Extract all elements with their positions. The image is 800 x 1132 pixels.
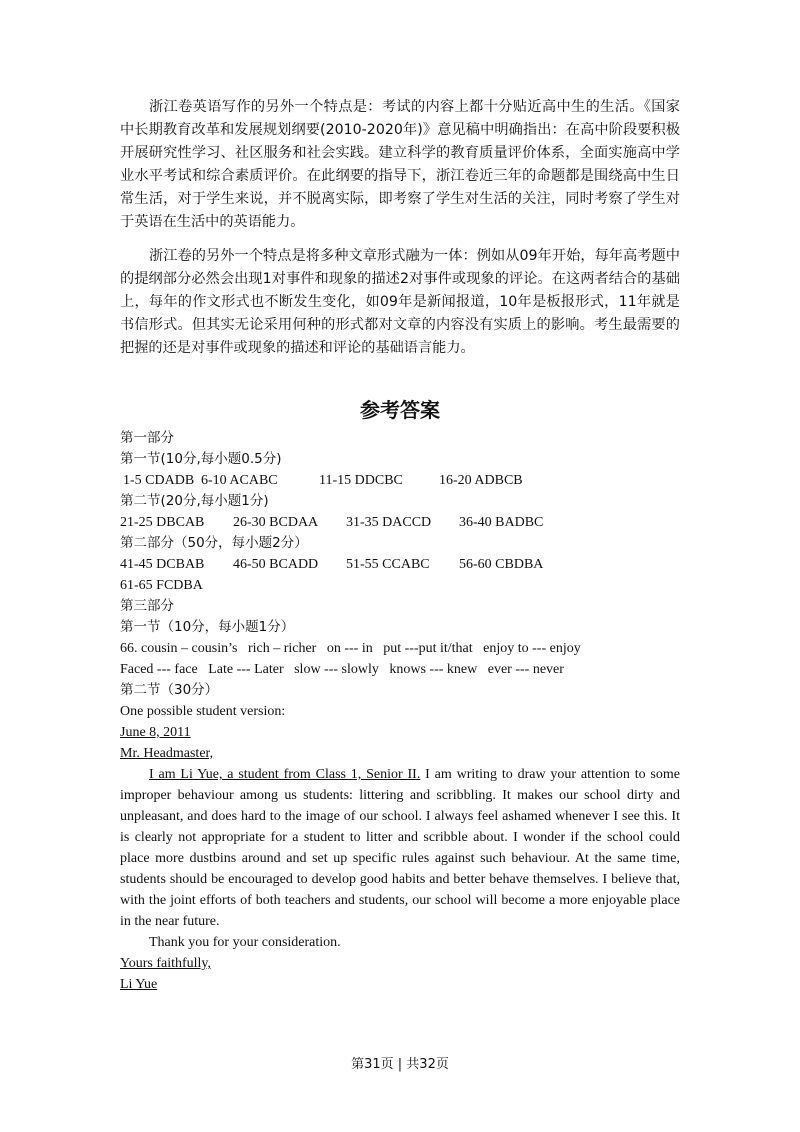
letter-body-text: I am writing to draw your attention to some improper behaviour among us students: littering and scribbling. It makes our school dirty and unpleasant, and does hard to the image of our school. I always feel ashamed whenever I see this. It is clearly not appropriate for a student to litter and scribble about. I wonder if the school could place more dustbins around and set up specific rules against such behaviour. At the same time, students should be encouraged to develop good habits and better behave themselves. I believe that, with the joint efforts of both teachers and students, our school will become a more enjoyable place in the near future. — [120, 767, 680, 929]
part3-heading: 第三部分 — [120, 598, 174, 614]
answer-key-title: 参考答案 — [360, 398, 440, 422]
part3-section1-line2: Faced --- face Late --- Later slow --- slowly knows --- knew ever --- never — [120, 662, 564, 677]
sample-letter — [120, 701, 690, 995]
letter-signature: Li Yue — [120, 977, 158, 992]
letter-body — [120, 764, 680, 932]
part2-heading: 第二部分（50分，每小题2分） — [120, 535, 308, 551]
page-footer: 第31页 | 共32页 — [351, 1057, 449, 1072]
letter-date: June 8, 2011 — [120, 725, 191, 740]
letter-salutation: Mr. Headmaster, — [120, 746, 214, 761]
answer-group: 21-25 DBCAB — [120, 515, 205, 530]
part1-section2-heading: 第二节(20分,每小题1分) — [120, 493, 269, 509]
part1-section1-answers — [120, 470, 690, 491]
answer-group: 26-30 BCDAA — [233, 515, 319, 530]
answer-group: 41-45 DCBAB — [120, 557, 205, 572]
answer-group: 1-5 CDADB — [123, 473, 195, 488]
answer-group: 56-60 CBDBA — [459, 557, 544, 572]
part3-section2-heading: 第二节（30分） — [120, 682, 219, 698]
answer-group: 51-55 CCABC — [346, 557, 430, 572]
part1-heading: 第一部分 — [120, 430, 174, 446]
analysis-paragraph-2: 浙江卷的另外一个特点是将多种文章形式融为一体：例如从09年开始，每年高考题中的提纲部分必然会出现1对事件和现象的描述2对事件或现象的评论。在这两者结合的基础上，每年的作文形式也不断发生变化，如09年是新闻报道，10年是板报形式，11年就是书信形式。但其实无论采用何种的形式都对文章的内容没有实质上的影响。考生最需要的把握的还是对事件或现象的描述和评论的基础语言能力。 — [120, 248, 680, 356]
answer-group: 6-10 ACABC — [201, 473, 278, 488]
analysis-paragraph-1: 浙江卷英语写作的另外一个特点是：考试的内容上都十分贴近高中生的生活。《国家中长期教育改革和发展规划纲要(2010-2020年)》意见稿中明确指出：在高中阶段要积极开展研究性学习、社区服务和社会实践。建立科学的教育质量评价体系，全面实施高中学业水平考试和综合素质评价。在此纲要的指导下，浙江卷近三年的命题都是围绕高中生日常生活，对于学生来说，并不脱离实际，即考察了学生对生活的关注，同时考察了学生对于英语在生活中的英语能力。 — [120, 99, 680, 230]
answer-group: 36-40 BADBC — [459, 515, 544, 530]
answer-group: 31-35 DACCD — [346, 515, 432, 530]
answer-group: 46-50 BCADD — [233, 557, 319, 572]
part3-section1-line1: 66. cousin – cousin’s rich – richer on --- in put ---put it/that enjoy to --- enjoy — [120, 641, 581, 656]
part1-section2-answers — [120, 512, 690, 533]
part2-answers-row1 — [120, 554, 690, 575]
answer-key — [120, 428, 690, 995]
letter-closing: Yours faithfully, — [120, 956, 212, 971]
letter-thanks: Thank you for your consideration. — [149, 935, 341, 950]
part1-section1-heading: 第一节(10分,每小题0.5分) — [120, 451, 282, 467]
letter-body-intro: I am Li Yue, a student from Class 1, Senior II. — [149, 767, 421, 782]
answer-group: 11-15 DDCBC — [319, 473, 403, 488]
letter-intro: One possible student version: — [120, 704, 286, 719]
part3-section1-heading: 第一节（10分，每小题1分） — [120, 619, 295, 635]
part2-answers-row2: 61-65 FCDBA — [120, 578, 203, 593]
answer-group: 16-20 ADBCB — [439, 473, 523, 488]
